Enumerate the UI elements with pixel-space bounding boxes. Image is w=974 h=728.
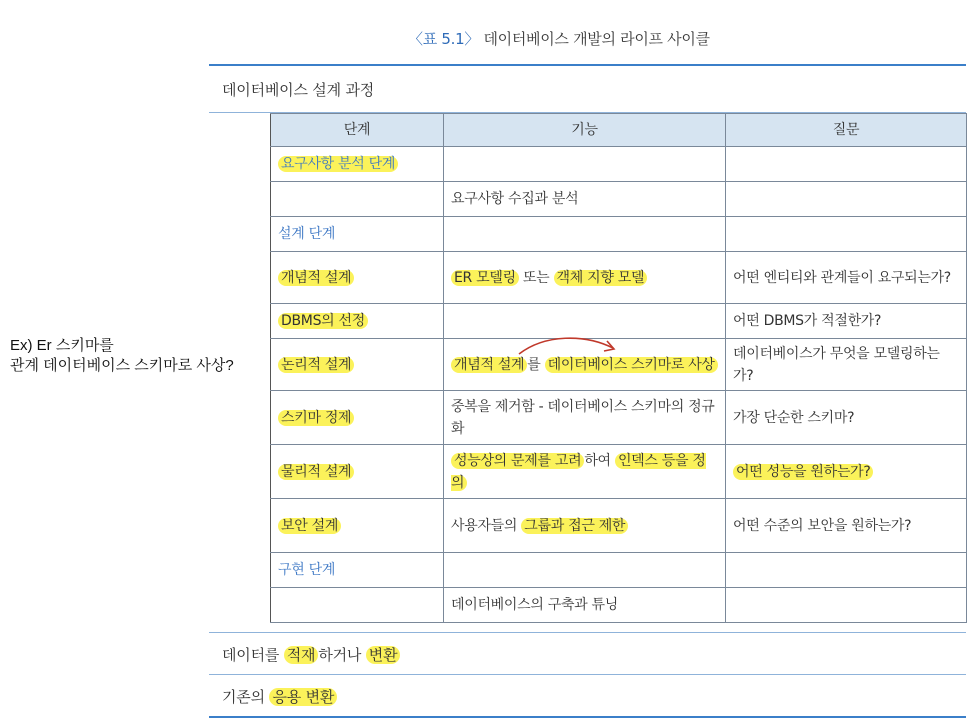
stage-label: 보안 설계 <box>278 518 341 534</box>
section-rule <box>209 632 966 633</box>
function-cell: 중복을 제거함 - 데이터베이스 스키마의 정규화 <box>444 391 726 445</box>
header-question: 질문 <box>726 114 967 147</box>
question-cell <box>726 147 967 182</box>
function-cell <box>444 217 726 252</box>
function-cell: 개념적 설계 를 데이터베이스 스키마로 사상 <box>444 339 726 391</box>
stage-label: DBMS의 선정 <box>278 313 368 329</box>
question-cell: 가장 단순한 스키마? <box>726 391 967 445</box>
question-cell <box>726 553 967 588</box>
caption-title: 데이터베이스 개발의 라이프 사이클 <box>483 30 710 48</box>
stage-cell <box>271 147 444 182</box>
header-function: 기능 <box>444 114 726 147</box>
section-title-app-conversion: 기존의 응용 변환 <box>222 686 337 707</box>
table-header-row <box>271 114 967 147</box>
stage-label: 요구사항 분석 단계 <box>278 156 398 172</box>
section-rule <box>209 674 966 675</box>
stage-cell <box>271 182 444 217</box>
function-cell: 요구사항 수집과 분석 <box>444 182 726 217</box>
table-row <box>271 147 967 182</box>
function-cell: 성능상의 문제를 고려 하여 인덱스 등을 정의 <box>444 445 726 499</box>
question-cell <box>726 588 967 623</box>
stage-label: 논리적 설계 <box>278 357 354 373</box>
handwritten-annotation <box>10 336 234 376</box>
function-cell: 사용자들의 그룹과 접근 제한 <box>444 499 726 553</box>
header-stage: 단계 <box>271 114 444 147</box>
question-cell: 어떤 수준의 보안을 원하는가? <box>726 499 967 553</box>
section-title-design-process: 데이터베이스 설계 과정 <box>222 81 375 99</box>
stage-cell <box>271 588 444 623</box>
stage-cell <box>271 499 444 553</box>
function-cell: 데이터베이스의 구축과 튜닝 <box>444 588 726 623</box>
top-rule <box>209 64 966 66</box>
lifecycle-table <box>270 113 967 623</box>
question-cell <box>726 217 967 252</box>
table-row <box>271 217 967 252</box>
function-cell <box>444 553 726 588</box>
stage-cell: 구현 단계 <box>271 553 444 588</box>
caption-number: 〈표 5.1〉 <box>408 30 480 48</box>
section-title-load-convert: 데이터를 적재 하거나 변환 <box>222 644 400 665</box>
stage-cell <box>271 391 444 445</box>
stage-cell <box>271 252 444 304</box>
table-row <box>271 553 967 588</box>
table-row <box>271 252 967 304</box>
table-caption <box>408 28 828 49</box>
annotation-line-1: Ex) Er 스키마를 <box>10 337 114 354</box>
question-cell: 어떤 DBMS가 적절한가? <box>726 304 967 339</box>
stage-label: 개념적 설계 <box>278 270 354 286</box>
stage-label: 스키마 정제 <box>278 410 354 426</box>
handwritten-arrow-icon <box>515 332 625 358</box>
stage-cell <box>271 339 444 391</box>
table-row <box>271 499 967 553</box>
stage-cell <box>271 304 444 339</box>
function-cell <box>444 147 726 182</box>
table-row <box>271 182 967 217</box>
annotation-line-2: 관계 데이터베이스 스키마로 사상? <box>10 357 234 374</box>
question-cell: 데이터베이스가 무엇을 모델링하는가? <box>726 339 967 391</box>
function-cell: ER 모델링 또는 객체 지향 모델 <box>444 252 726 304</box>
table-row <box>271 588 967 623</box>
stage-cell: 설계 단계 <box>271 217 444 252</box>
question-cell: 어떤 성능을 원하는가? <box>726 445 967 499</box>
table-row <box>271 391 967 445</box>
question-cell <box>726 182 967 217</box>
question-cell: 어떤 엔티티와 관계들이 요구되는가? <box>726 252 967 304</box>
stage-label: 물리적 설계 <box>278 464 354 480</box>
table-row <box>271 445 967 499</box>
stage-cell <box>271 445 444 499</box>
bottom-rule <box>209 716 966 718</box>
